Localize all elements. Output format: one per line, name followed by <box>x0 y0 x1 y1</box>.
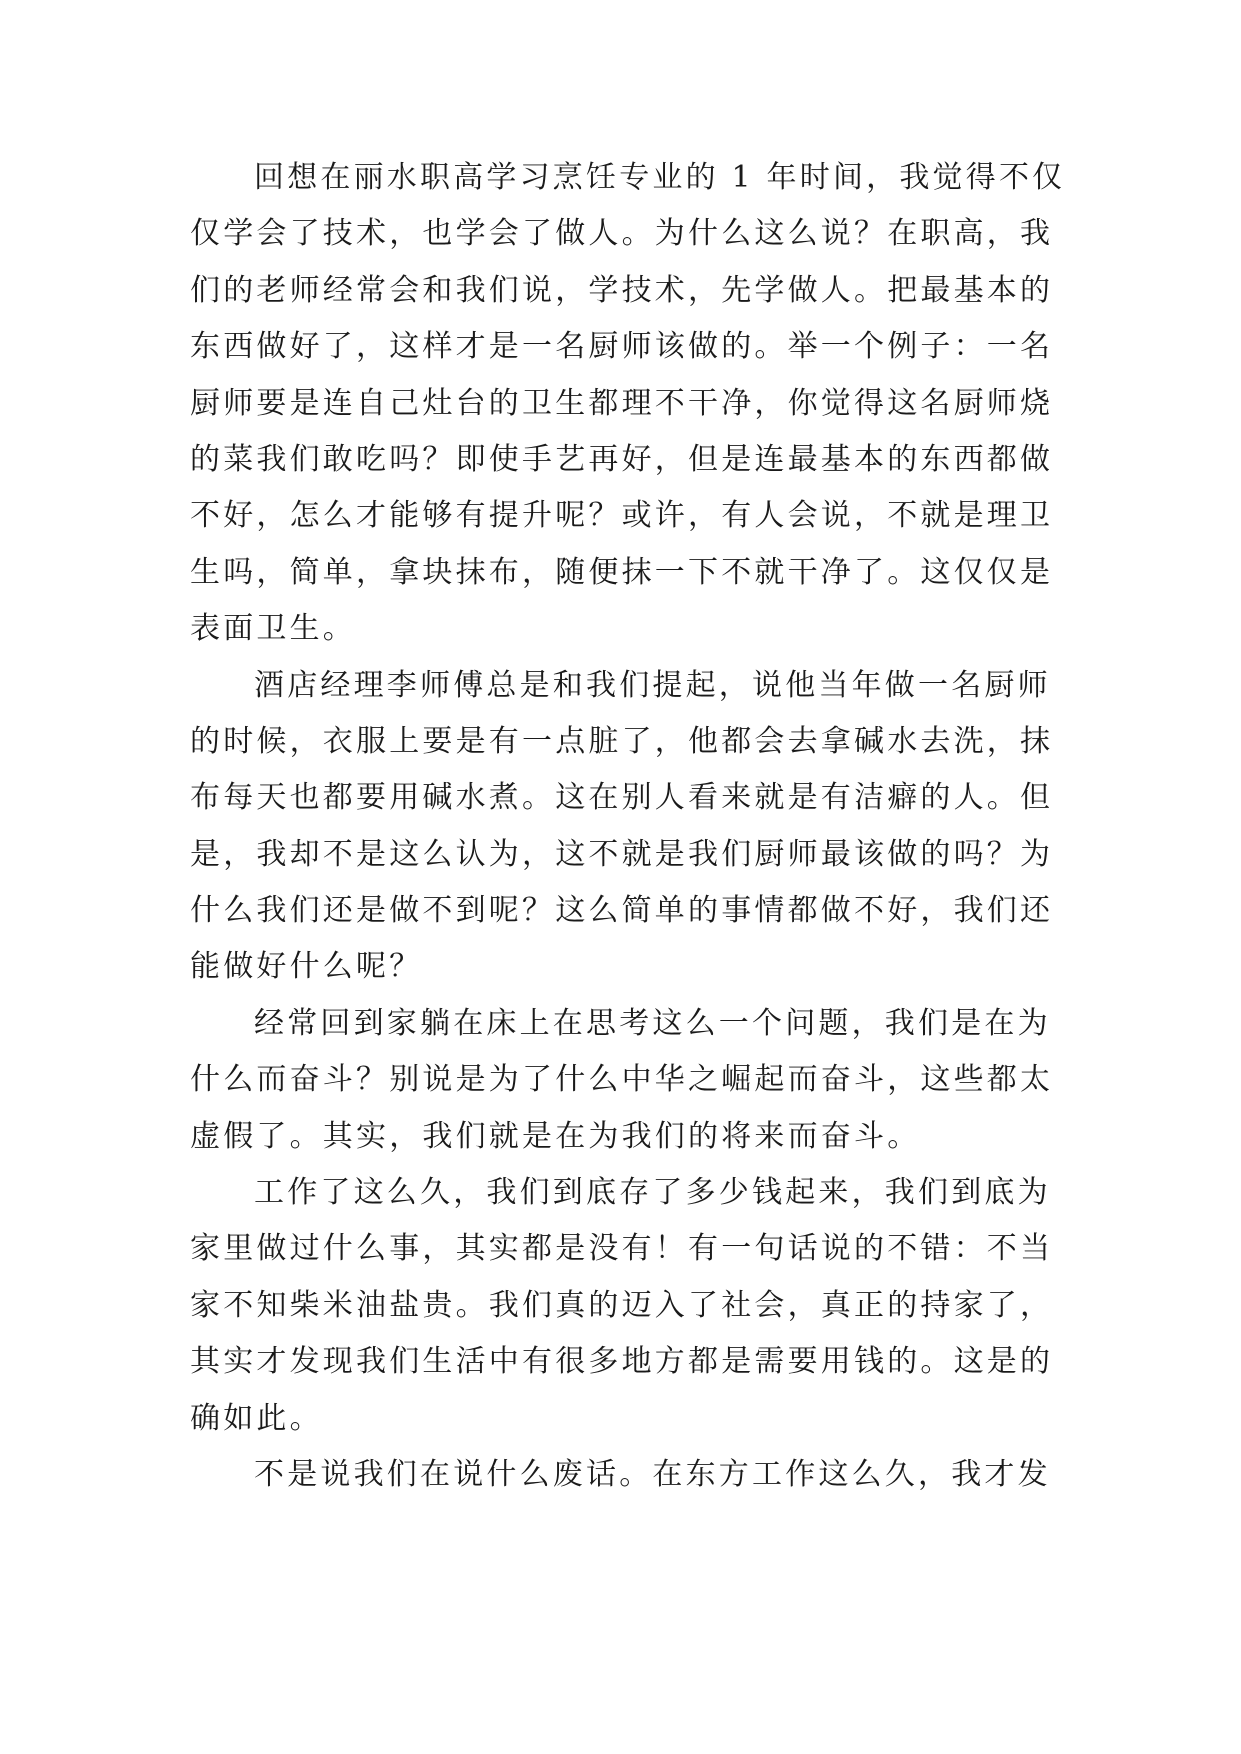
text-line: 的时候，衣服上要是有一点脏了，他都会去拿碱水去洗，抹 <box>190 723 1054 759</box>
text-line: 经常回到家躺在床上在思考这么一个问题，我们是在为 <box>254 1005 1051 1041</box>
text-line: 酒店经理李师傅总是和我们提起，说他当年做一名厨师 <box>254 667 1051 703</box>
text-line: 生吗，简单，拿块抹布，随便抹一下不就干净了。这仅仅是 <box>190 554 1054 590</box>
text-line: 们的老师经常会和我们说，学技术，先学做人。把最基本的 <box>190 272 1054 308</box>
text-line: 厨师要是连自己灶台的卫生都理不干净，你觉得这名厨师烧 <box>190 385 1054 421</box>
text-line: 是，我却不是这么认为，这不就是我们厨师最该做的吗？为 <box>190 836 1054 872</box>
text-line: 确如此。 <box>190 1400 323 1436</box>
text-line: 家里做过什么事，其实都是没有！有一句话说的不错：不当 <box>190 1231 1054 1267</box>
text-line: 仅学会了技术，也学会了做人。为什么这么说？在职高，我 <box>190 216 1054 252</box>
body-text <box>190 150 1066 1503</box>
text-line: 什么而奋斗？别说是为了什么中华之崛起而奋斗，这些都太 <box>190 1062 1054 1098</box>
text-line: 什么我们还是做不到呢？这么简单的事情都做不好，我们还 <box>190 893 1054 929</box>
text-line: 的菜我们敢吃吗？即使手艺再好，但是连最基本的东西都做 <box>190 441 1054 477</box>
paragraph-5 <box>190 1447 1060 1503</box>
text-line: 虚假了。其实，我们就是在为我们的将来而奋斗。 <box>190 1118 921 1154</box>
paragraph-1 <box>190 150 1066 658</box>
text-line: 不好，怎么才能够有提升呢？或许，有人会说，不就是理卫 <box>190 498 1054 534</box>
paragraph-3 <box>190 996 1060 1165</box>
text-line: 其实才发现我们生活中有很多地方都是需要用钱的。这是的 <box>190 1344 1054 1380</box>
text-line: 不是说我们在说什么废话。在东方工作这么久，我才发 <box>254 1456 1051 1492</box>
text-line: 回想在丽水职高学习烹饪专业的 1 年时间，我觉得不仅 <box>254 160 1066 195</box>
text-line: 能做好什么呢？ <box>190 949 423 985</box>
text-line: 工作了这么久，我们到底存了多少钱起来，我们到底为 <box>254 1175 1051 1211</box>
text-line: 布每天也都要用碱水煮。这在别人看来就是有洁癖的人。但 <box>190 780 1054 816</box>
text-line: 家不知柴米油盐贵。我们真的迈入了社会，真正的持家了， <box>190 1287 1054 1323</box>
text-line: 表面卫生。 <box>190 611 356 647</box>
text-line: 东西做好了，这样才是一名厨师该做的。举一个例子：一名 <box>190 329 1054 365</box>
paragraph-4 <box>190 1165 1060 1447</box>
paragraph-2 <box>190 658 1060 996</box>
